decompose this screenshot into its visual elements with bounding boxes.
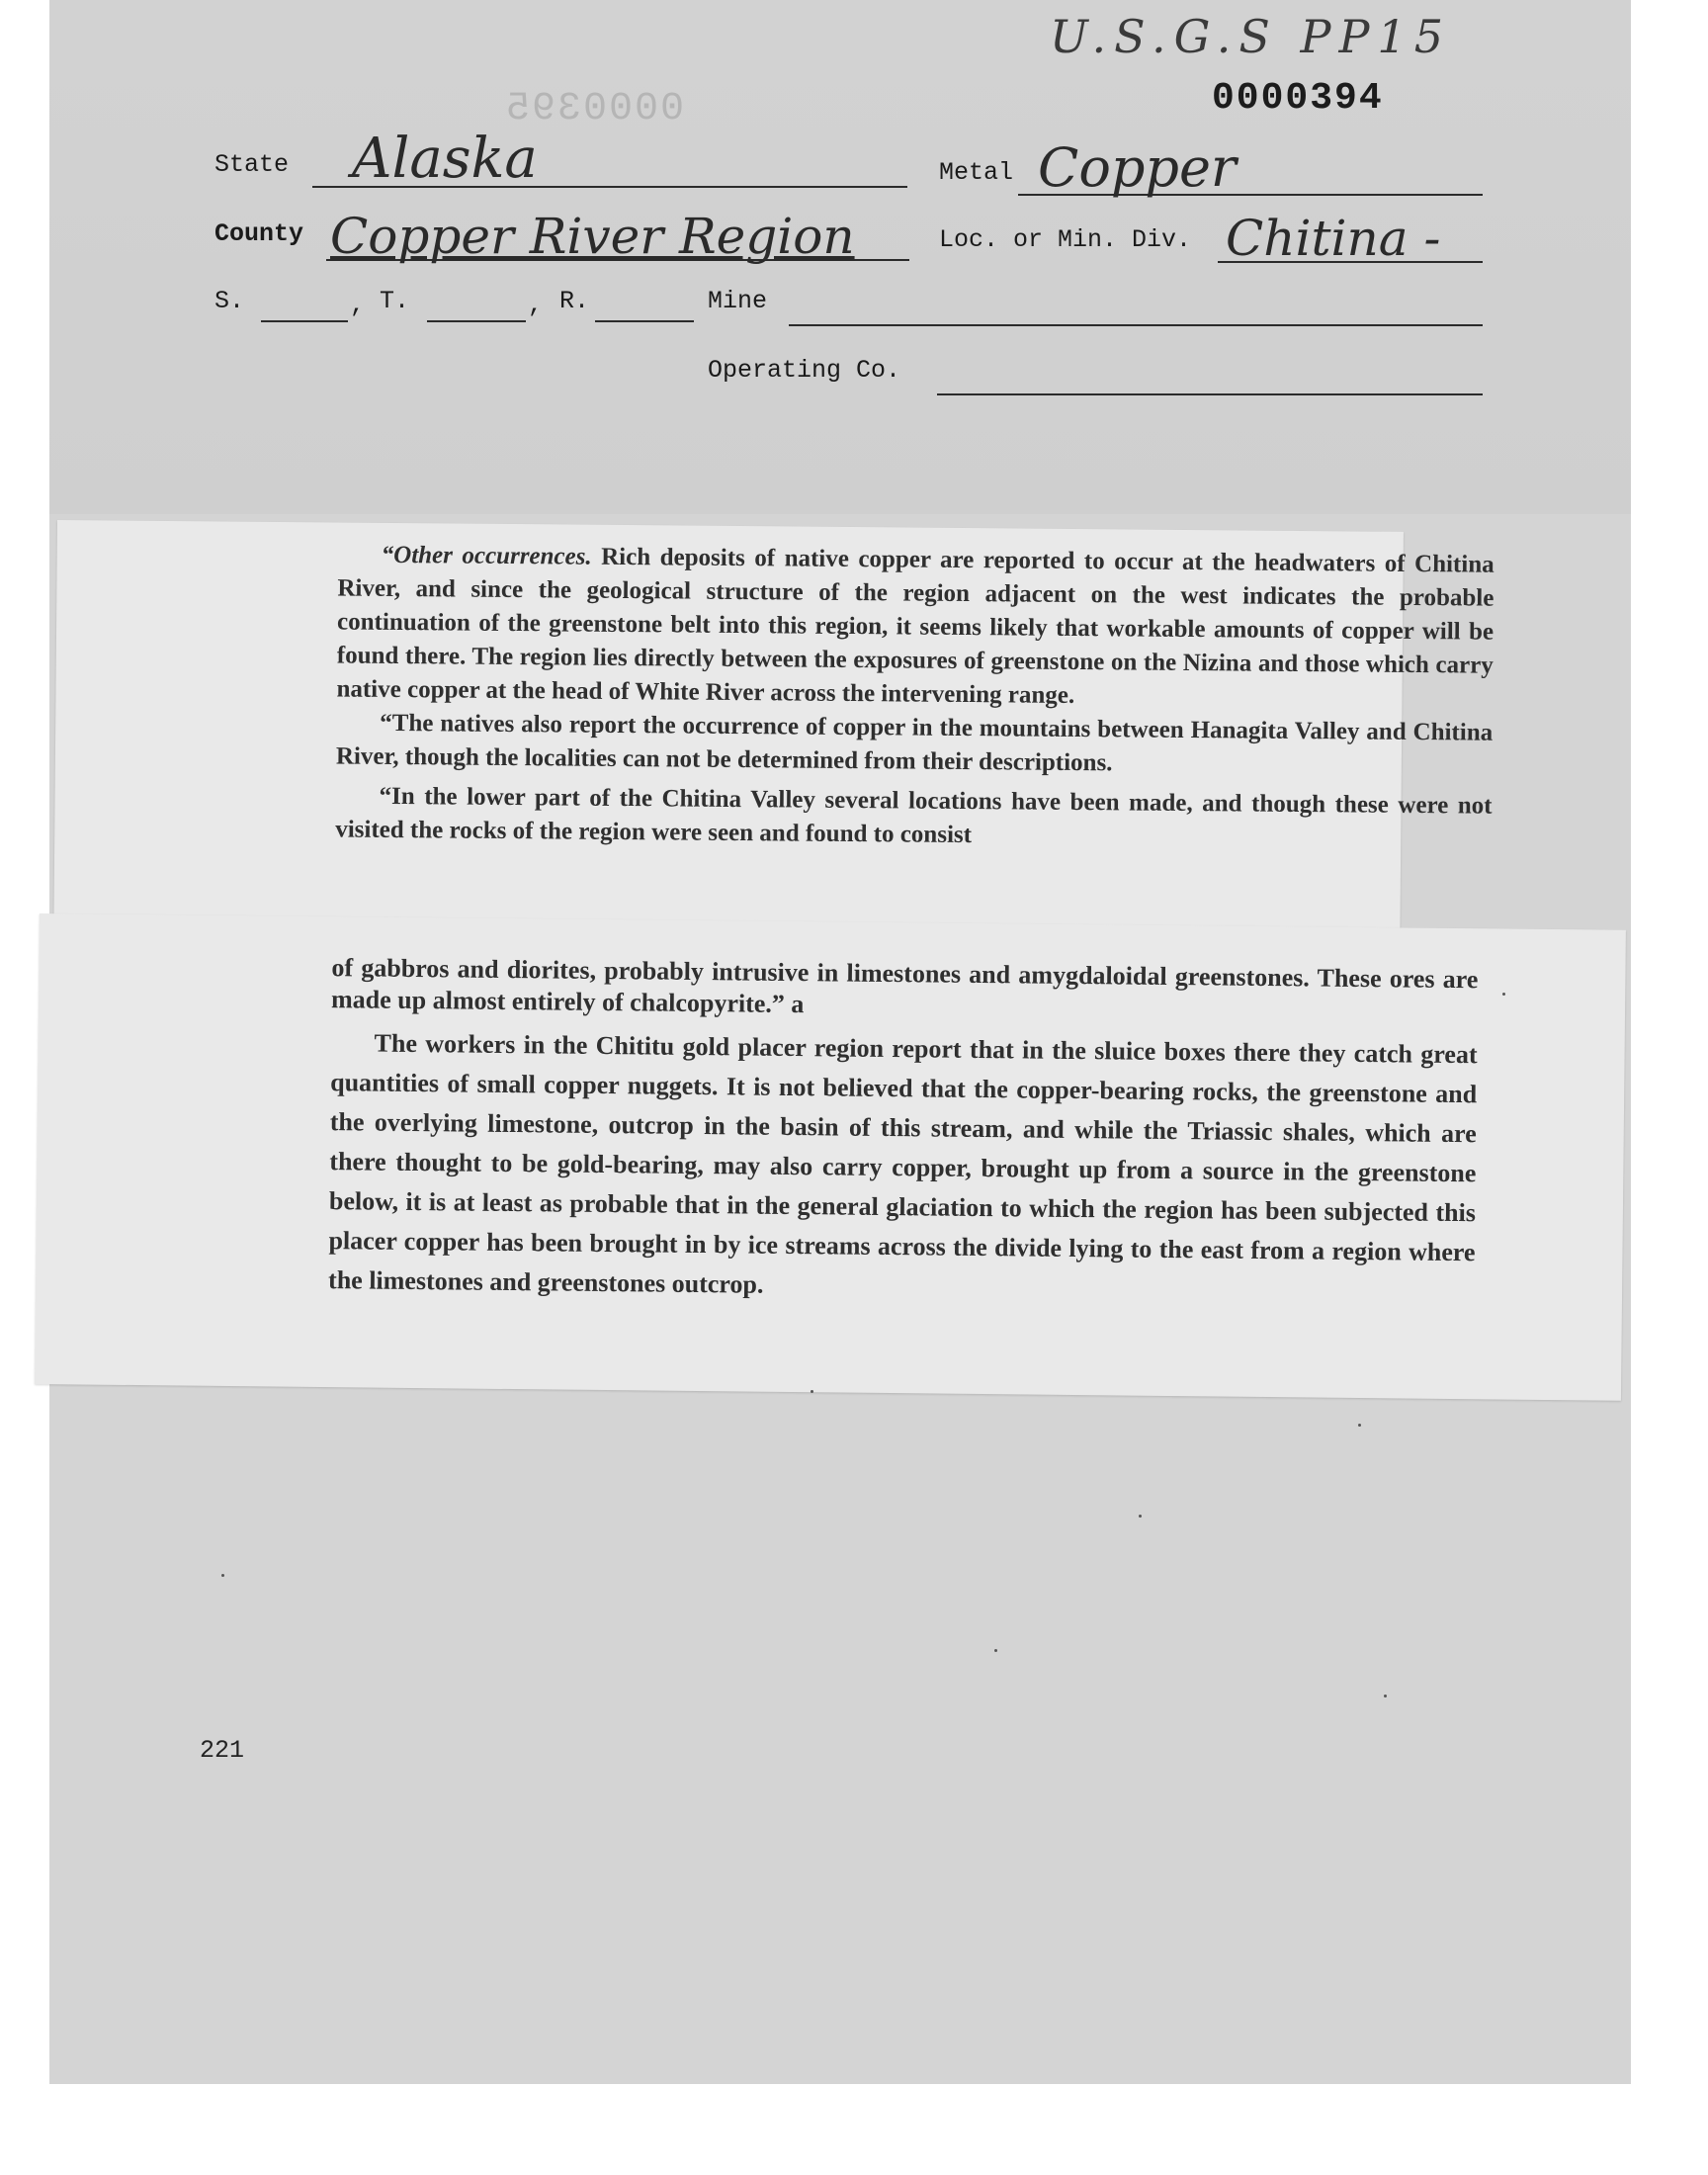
- section-label: S.: [214, 287, 245, 315]
- comma-separator: ,: [528, 291, 544, 319]
- dust-mark: [1502, 993, 1505, 996]
- operating-co-label: Operating Co.: [708, 356, 901, 385]
- loc-label: Loc. or Min. Div.: [939, 225, 1192, 254]
- paragraph-5: The workers in the Chititu gold placer region report that in the sluice boxes there they catch great quantities of small copper nuggets. It is not believed that the copper-bearing rocks, the greenstone and the overlying limestone, outcrop in the basin of this stream, and while the Triassic shales, which are there thought to be gold-bearing, may also carry copper, brought up from a source in the greenstone below, it is at least as probable that in the general glaciation to which the region has been subjected this placer copper has been brought in by ice streams across the divide lying to the east from a region where the limestones and greenstones outcrop.: [327, 1028, 1478, 1299]
- paragraph-4: of gabbros and diorites, probably intrusive in limestones and amygdaloidal greenstones. These ores are made up almost entirely of chalcopyrite.” a: [330, 953, 1479, 1019]
- range-label: R.: [559, 287, 590, 315]
- clipping-upper-text: [335, 538, 1494, 856]
- operating-co-line: [937, 393, 1483, 395]
- dust-mark: [1139, 1515, 1142, 1518]
- paragraph-lead: “Other occurrences.: [381, 541, 592, 570]
- loc-value: Chitina -: [1226, 210, 1441, 267]
- dust-mark: [221, 1574, 224, 1577]
- metal-label: Metal: [939, 158, 1014, 187]
- comma-separator: ,: [350, 291, 366, 319]
- metal-value: Copper: [1038, 136, 1237, 199]
- clipping-upper: [53, 520, 1494, 941]
- section-line: [261, 320, 348, 322]
- mine-label: Mine: [708, 287, 768, 315]
- paragraph-2: “The natives also report the occurrence of copper in the mountains between Hanagita Valley and Chitina River, though the localities can not be determined from their descriptions.: [335, 709, 1494, 777]
- page-number: 221: [200, 1736, 245, 1765]
- county-label: County: [214, 219, 304, 248]
- dust-mark: [1358, 1424, 1361, 1427]
- serial-number-bleedthrough: 0000395: [504, 87, 685, 131]
- state-value: Alaska: [352, 127, 538, 191]
- dust-mark: [1384, 1695, 1387, 1697]
- township-line: [427, 320, 526, 322]
- state-label: State: [214, 150, 290, 179]
- paragraph-other-occurrences: [336, 538, 1494, 716]
- county-value: Copper River Region: [330, 208, 855, 265]
- serial-number: 0000394: [1212, 77, 1384, 120]
- paragraph-1-body: Rich deposits of native copper are reported to occur at the headwaters of Chitina River, and since the geological structure of the region adjacent on the west indicates the probable continuation of the greenstone belt into this region, it seems likely that workable amounts of copper will be found there. The region lies directly between the exposures of greenstone on the Nizina and those which carry native copper at the head of White River across the intervening range.: [336, 543, 1494, 709]
- clipping-lower: [35, 914, 1626, 1401]
- range-line: [595, 320, 694, 322]
- township-label: T.: [380, 287, 410, 315]
- collection-note: U.S.G.S PP15: [1050, 10, 1451, 63]
- clipping-lower-text: [328, 952, 1479, 1312]
- paragraph-3: “In the lower part of the Chitina Valley several locations have been made, and though these were not visited the rocks of the region were seen and found to consist: [335, 782, 1493, 849]
- dust-mark: [994, 1649, 997, 1652]
- dust-mark: [811, 1390, 813, 1393]
- mine-line: [789, 324, 1483, 326]
